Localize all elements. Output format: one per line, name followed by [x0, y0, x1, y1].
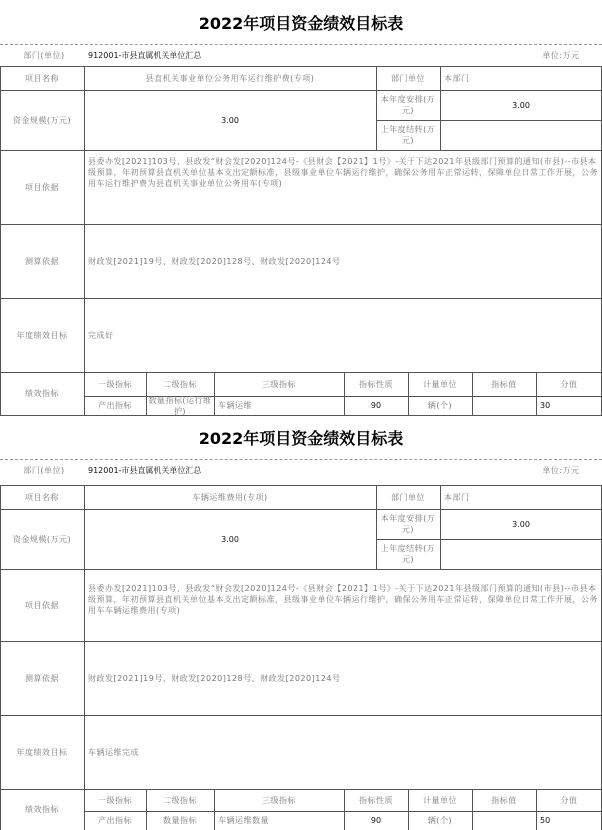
- row-l1: 产出指标: [98, 816, 132, 825]
- ref-value-2: [440, 120, 602, 150]
- dept-label: 部门单位: [391, 73, 425, 83]
- row-nature: [472, 396, 536, 415]
- row-value: 90: [370, 816, 382, 825]
- basis-text: 县委办发[2021]103号、县政发“财会发[2020]124号-《县财会【2021】1号》-关于下达2021年县级部门预算的通知(市县)--市县本级预算，年初预算县直机关单位基本支出定额标准，县级事业单位车辆运行维护，确保公务用车正常运转，保障单位日常工作开展，公务用车运行维护费为县直机关事业单位公务用车(专项): [88, 157, 598, 188]
- unit-money: 单位:万元: [542, 50, 580, 60]
- header-score: 分值: [560, 379, 578, 389]
- sheet-title: 2022年项目资金绩效目标表: [198, 428, 404, 448]
- ref-label-2: 上年度结转(万元): [380, 125, 436, 145]
- dept-value: 本部门: [444, 73, 470, 83]
- project-label: 项目名称: [25, 492, 59, 502]
- goal-label: 年度绩效目标: [16, 330, 68, 340]
- goal-text: 完成好: [88, 330, 114, 340]
- calc-text: 财政发[2021]19号、财政发[2020]128号、财政发[2020]124号: [88, 673, 341, 683]
- row-l2: 数量指标(运行维护): [148, 396, 212, 415]
- basis-label: 项目依据: [25, 600, 59, 610]
- basis-label: 项目依据: [25, 182, 59, 192]
- header-unit: 计量单位: [423, 795, 457, 805]
- unit-label: 部门(单位): [23, 465, 65, 475]
- header-value: 指标值: [491, 795, 517, 805]
- indicator-label: 绩效指标: [25, 389, 59, 398]
- header-l3: 三级指标: [262, 795, 296, 805]
- row-score: 50: [540, 816, 551, 825]
- fund-value: 3.00: [221, 534, 239, 544]
- row-l2: 数量指标: [163, 816, 197, 825]
- row-l3: 车辆运维: [218, 401, 252, 410]
- dept-label: 部门单位: [391, 492, 425, 502]
- sheet-title: 2022年项目资金绩效目标表: [198, 13, 404, 33]
- unit-label: 部门(单位): [23, 50, 65, 60]
- header-l1: 一级指标: [98, 795, 132, 805]
- header-l3: 三级指标: [262, 379, 296, 389]
- ref-label-2: 上年度结转(万元): [380, 544, 436, 564]
- ref-label-1: 本年度安排(万元): [380, 95, 436, 115]
- calc-text: 财政发[2021]19号、财政发[2020]128号、财政发[2020]124号: [88, 256, 341, 266]
- project-label: 项目名称: [25, 73, 59, 83]
- fund-label: 资金规模(万元): [12, 115, 72, 125]
- ref-value-1: 3.00: [512, 519, 530, 529]
- header-nature: 指标性质: [359, 795, 393, 805]
- goal-label: 年度绩效目标: [16, 747, 68, 757]
- row-l3: 车辆运维数量: [218, 816, 269, 825]
- calc-label: 测算依据: [25, 256, 59, 266]
- calc-label: 测算依据: [25, 673, 59, 683]
- sheet-2: [0, 415, 602, 830]
- row-unit: 辆(个): [427, 401, 453, 410]
- row-score: 30: [540, 401, 551, 410]
- header-score: 分值: [560, 795, 578, 805]
- unit-value: 912001-市县直属机关单位汇总: [88, 465, 202, 475]
- dept-value: 本部门: [444, 492, 470, 502]
- ref-value-2: [440, 539, 602, 569]
- basis-text: 县委办发[2021]103号、县政发“财会发[2020]124号-《县财会【2021】1号》-关于下达2021年县级部门预算的通知(市县)--市县本级预算，年初预算县直机关单位基本支出定额标准，县级事业单位车辆运行维护，确保公务用车正常运转，保障单位日常工作开展，公务用车车辆运维费用(专项): [88, 584, 598, 615]
- ref-label-1: 本年度安排(万元): [380, 514, 436, 534]
- fund-label: 资金规模(万元): [12, 534, 72, 544]
- row-unit: 辆(个): [427, 816, 453, 825]
- indicator-label: 绩效指标: [25, 805, 59, 814]
- project-value: 县直机关事业单位公务用车运行维护费(专项): [145, 73, 315, 83]
- header-value: 指标值: [491, 379, 517, 389]
- header-unit: 计量单位: [423, 379, 457, 389]
- row-nature: [472, 811, 536, 830]
- ref-value-1: 3.00: [512, 100, 530, 110]
- header-l1: 一级指标: [98, 379, 132, 389]
- goal-text: 车辆运维完成: [88, 747, 139, 757]
- project-value: 车辆运维费用(专项): [192, 492, 268, 502]
- row-l1: 产出指标: [98, 401, 132, 410]
- header-nature: 指标性质: [359, 379, 393, 389]
- header-l2: 二级指标: [163, 379, 197, 389]
- unit-value: 912001-市县直属机关单位汇总: [88, 50, 202, 60]
- unit-money: 单位:万元: [542, 465, 580, 475]
- fund-value: 3.00: [221, 115, 239, 125]
- row-value: 90: [370, 401, 382, 410]
- header-l2: 二级指标: [163, 795, 197, 805]
